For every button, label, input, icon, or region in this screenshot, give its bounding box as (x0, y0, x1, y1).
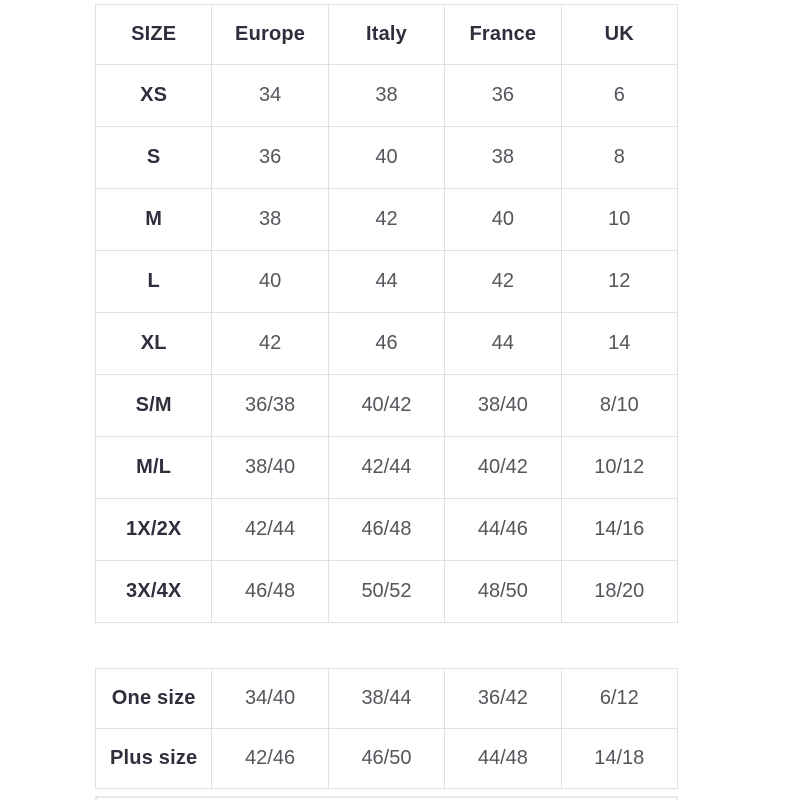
france-value: 36 (491, 84, 514, 106)
size-cell (96, 499, 212, 561)
europe-value: 42 (258, 332, 282, 354)
size-cell (96, 375, 212, 437)
europe-value: 34 (258, 84, 282, 106)
france-value: 40/42 (477, 456, 528, 478)
value-cell (445, 561, 561, 623)
size-cell (96, 251, 212, 313)
uk-value: 12 (608, 270, 631, 292)
table-row-xl (96, 313, 678, 375)
value-cell (328, 65, 444, 127)
value-cell (561, 729, 677, 789)
france-value: 48/50 (477, 580, 528, 602)
size-cell (96, 313, 212, 375)
value-cell (561, 189, 677, 251)
value-cell (445, 437, 561, 499)
special-sizes-table (95, 668, 678, 789)
header-cell-france (445, 5, 561, 65)
header-cell-size (96, 5, 212, 65)
table-row-l (96, 251, 678, 313)
value-cell (328, 437, 444, 499)
value-cell (561, 669, 677, 729)
value-cell (328, 127, 444, 189)
france-value: 44/48 (477, 747, 528, 769)
europe-value: 34/40 (245, 687, 296, 709)
italy-value: 38 (375, 84, 398, 106)
header-cell-europe (212, 5, 328, 65)
size-label: XS (140, 84, 168, 106)
value-cell (445, 189, 561, 251)
value-cell (212, 437, 328, 499)
header-label: Italy (365, 23, 407, 45)
europe-value: 42/46 (245, 747, 296, 769)
value-cell (561, 127, 677, 189)
europe-value: 36/38 (245, 394, 296, 416)
value-cell (445, 729, 561, 789)
italy-value: 38/44 (361, 687, 412, 709)
header-cell-uk (561, 5, 677, 65)
uk-value: 14/18 (594, 747, 645, 769)
size-cell (96, 65, 212, 127)
uk-value: 6/12 (599, 687, 639, 709)
value-cell (445, 127, 561, 189)
table-row-3x4x (96, 561, 678, 623)
value-cell (561, 313, 677, 375)
value-cell (561, 375, 677, 437)
france-value: 44/46 (477, 518, 528, 540)
header-label: Europe (235, 23, 306, 45)
france-value: 42 (491, 270, 514, 292)
italy-value: 50/52 (361, 580, 412, 602)
france-value: 38/40 (477, 394, 528, 416)
france-value: 38 (491, 146, 514, 168)
france-value: 40 (491, 208, 514, 230)
size-label: 1X/2X (125, 518, 182, 540)
uk-value: 8/10 (599, 394, 639, 416)
next-section-cutoff-edge (95, 796, 678, 800)
value-cell (328, 499, 444, 561)
size-cell (96, 729, 212, 789)
table-row-1x2x (96, 499, 678, 561)
size-cell (96, 561, 212, 623)
value-cell (328, 561, 444, 623)
value-cell (328, 669, 444, 729)
table-row-plus-size (96, 729, 678, 789)
value-cell (328, 729, 444, 789)
europe-value: 38/40 (245, 456, 296, 478)
value-cell (445, 251, 561, 313)
italy-value: 42/44 (361, 456, 412, 478)
uk-value: 10 (608, 208, 631, 230)
value-cell (328, 189, 444, 251)
value-cell (212, 729, 328, 789)
italy-value: 40 (375, 146, 398, 168)
europe-value: 38 (258, 208, 282, 230)
header-row (96, 5, 678, 65)
uk-value: 6 (613, 84, 625, 106)
europe-value: 36 (258, 146, 282, 168)
italy-value: 46 (375, 332, 398, 354)
table-row-m (96, 189, 678, 251)
size-label: XL (140, 332, 167, 354)
italy-value: 44 (375, 270, 398, 292)
header-cell-italy (328, 5, 444, 65)
size-label: S (146, 146, 161, 168)
size-cell (96, 437, 212, 499)
value-cell (212, 669, 328, 729)
value-cell (212, 127, 328, 189)
size-label: 3X/4X (125, 580, 182, 602)
europe-value: 40 (258, 270, 282, 292)
size-label: M (145, 208, 163, 230)
value-cell (561, 251, 677, 313)
size-cell (96, 669, 212, 729)
header-label: UK (604, 23, 634, 45)
value-cell (561, 437, 677, 499)
italy-value: 46/50 (361, 747, 412, 769)
europe-value: 46/48 (245, 580, 296, 602)
size-label: M/L (136, 456, 172, 478)
france-value: 44 (491, 332, 514, 354)
europe-value: 42/44 (245, 518, 296, 540)
uk-value: 14/16 (594, 518, 645, 540)
table-row-s (96, 127, 678, 189)
value-cell (445, 313, 561, 375)
size-label: S/M (135, 394, 172, 416)
table-row-sm (96, 375, 678, 437)
value-cell (212, 499, 328, 561)
size-cell (96, 189, 212, 251)
uk-value: 8 (613, 146, 625, 168)
value-cell (445, 669, 561, 729)
value-cell (212, 189, 328, 251)
value-cell (445, 499, 561, 561)
italy-value: 46/48 (361, 518, 412, 540)
uk-value: 18/20 (594, 580, 645, 602)
value-cell (561, 65, 677, 127)
table-row-ml (96, 437, 678, 499)
value-cell (212, 251, 328, 313)
value-cell (212, 313, 328, 375)
value-cell (561, 499, 677, 561)
value-cell (445, 65, 561, 127)
size-label: One size (111, 687, 196, 709)
value-cell (212, 375, 328, 437)
size-label: L (147, 270, 160, 292)
italy-value: 42 (375, 208, 398, 230)
table-row-xs (96, 65, 678, 127)
uk-value: 14 (608, 332, 631, 354)
value-cell (328, 375, 444, 437)
italy-value: 40/42 (361, 394, 412, 416)
value-cell (328, 313, 444, 375)
header-label: SIZE (131, 23, 177, 45)
size-conversion-table (95, 4, 678, 623)
table-row-one-size (96, 669, 678, 729)
value-cell (328, 251, 444, 313)
value-cell (445, 375, 561, 437)
size-cell (96, 127, 212, 189)
uk-value: 10/12 (594, 456, 645, 478)
france-value: 36/42 (477, 687, 528, 709)
value-cell (212, 65, 328, 127)
value-cell (561, 561, 677, 623)
size-label: Plus size (109, 747, 198, 769)
header-label: France (469, 23, 537, 45)
value-cell (212, 561, 328, 623)
